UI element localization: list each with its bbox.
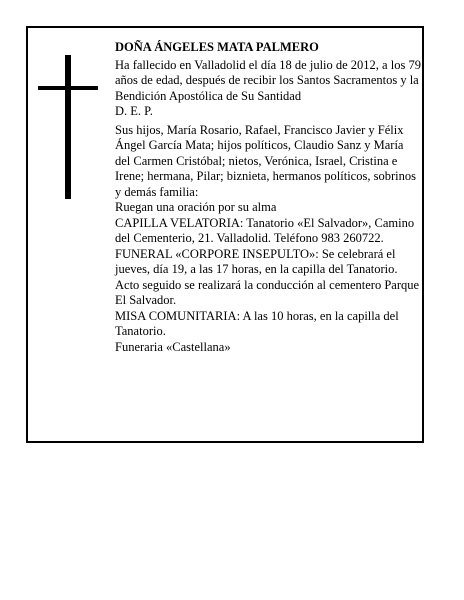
cross-vertical-bar (65, 55, 71, 199)
rip-abbreviation: D. E. P. (115, 104, 153, 118)
obituary-notice (26, 26, 424, 443)
prayer-request: Ruegan una oración por su alma (115, 200, 277, 214)
funeral-information: FUNERAL «CORPORE INSEPULTO»: Se celebrará el jueves, día 19, a las 17 horas, en la capilla del Tanatorio. Acto seguido se realizará la conducción al cementero Parque El Salvador. (115, 246, 420, 307)
funeral-home: Funeraria «Castellana» (115, 339, 231, 354)
cross-icon (38, 55, 98, 199)
cross-horizontal-bar (38, 86, 98, 90)
deceased-name: DOÑA ÁNGELES MATA PALMERO (115, 40, 319, 54)
family-members: Sus hijos, María Rosario, Rafael, Francisco Javier y Félix Ángel García Mata; hijos políticos, Claudio Sanz y María del Carmen Cristóbal; nietos, Verónica, Israel, Cristina e Irene; hermana, Pilar; biznieta, hermanos políticos, sobrinos y demás familia: (115, 122, 416, 199)
mass-information: MISA COMUNITARIA: A las 10 horas, en la capilla del Tanatorio. (115, 308, 399, 338)
chapel-information: CAPILLA VELATORIA: Tanatorio «El Salvador», Camino del Cementerio, 21. Valladolid. Teléfono 983 260722. (115, 215, 415, 245)
notice-text (115, 40, 421, 355)
death-statement: Ha fallecido en Valladolid el día 18 de julio de 2012, a los 79 años de edad, después de recibir los Santos Sacramentos y la Bendición Apostólica de Su Santidad (115, 57, 421, 103)
